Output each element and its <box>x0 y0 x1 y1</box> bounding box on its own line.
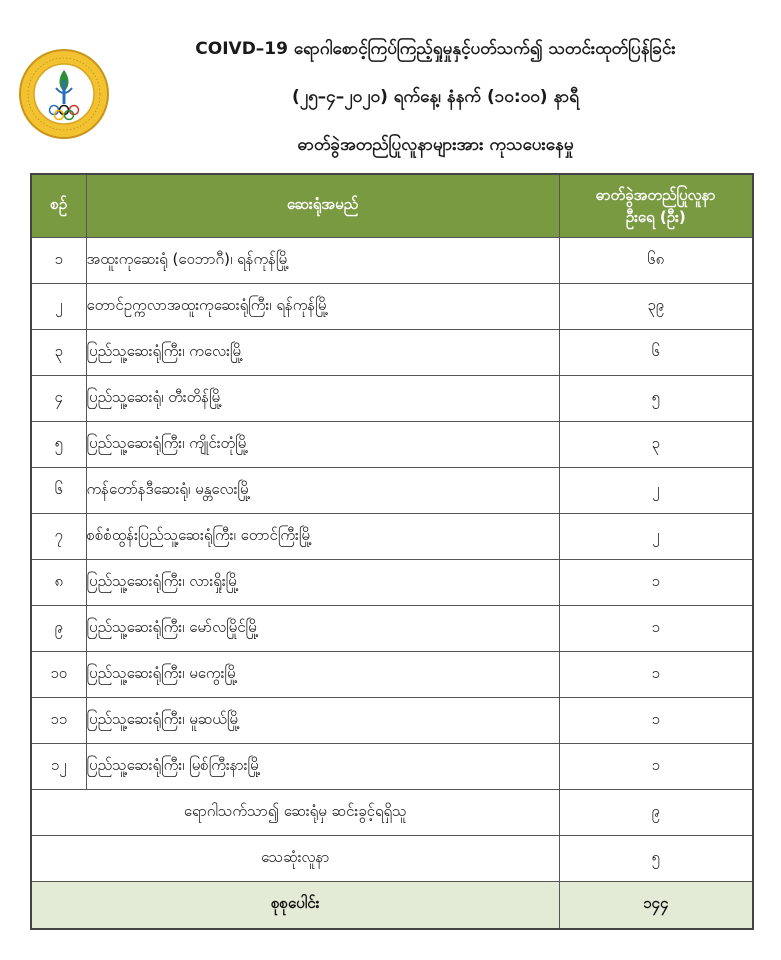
recovered-label: ရောဂါသက်သာ၍ ဆေးရုံမှ ဆင်းခွင့်ရရှိသူ <box>31 790 559 836</box>
row-serial: ၁၁ <box>31 698 86 744</box>
table-row <box>31 514 753 560</box>
hospital-patients-table <box>30 173 754 930</box>
report-title: COIVD–19 ရောဂါစောင့်ကြပ်ကြည့်ရှုမှုနှင့်ပတ်သက်၍ သတင်းထုတ်ပြန်ခြင်း <box>195 39 676 59</box>
table-header-row <box>31 174 753 238</box>
deaths-label: သေဆုံးလူနာ <box>31 836 559 882</box>
header-serial: စဉ် <box>31 174 86 238</box>
row-count: ၃၉ <box>559 284 753 330</box>
row-count: ၁ <box>559 652 753 698</box>
table-row <box>31 606 753 652</box>
row-serial: ၃ <box>31 330 86 376</box>
table-row <box>31 376 753 422</box>
row-count: ၅ <box>559 376 753 422</box>
header-hospital-name: ဆေးရုံအမည် <box>86 174 559 238</box>
row-count: ၁ <box>559 560 753 606</box>
recovered-row <box>31 790 753 836</box>
row-serial: ၈ <box>31 560 86 606</box>
recovered-count: ၉ <box>559 790 753 836</box>
table-row <box>31 284 753 330</box>
row-hospital: ကန်တော်နဒီဆေးရုံ၊ မန္တလေးမြို့ <box>86 468 559 514</box>
row-hospital: ပြည်သူ့ဆေးရုံကြီး၊ လားရှိုးမြို့ <box>86 560 559 606</box>
row-count: ၂ <box>559 514 753 560</box>
report-subtitle: ဓာတ်ခွဲအတည်ပြုလူနာများအား ကုသပေးနေမှု <box>297 135 574 155</box>
total-row <box>31 882 753 930</box>
row-hospital: တောင်ဥက္ကလာအထူးကုဆေးရုံကြီး၊ ရန်ကုန်မြို့ <box>86 284 559 330</box>
row-hospital: ပြည်သူ့ဆေးရုံကြီး၊ ကလေးမြို့ <box>86 330 559 376</box>
row-serial: ၁ <box>31 238 86 284</box>
row-serial: ၉ <box>31 606 86 652</box>
row-serial: ၅ <box>31 422 86 468</box>
header-confirmed-count <box>559 174 753 238</box>
total-label: စုစုပေါင်း <box>31 882 559 930</box>
row-hospital: ပြည်သူ့ဆေးရုံကြီး၊ မြစ်ကြီးနားမြို့ <box>86 744 559 790</box>
header-count-line2: ဦးရေ (ဦး) <box>625 208 686 226</box>
row-count: ၁ <box>559 698 753 744</box>
report-date-time: (၂၅–၄–၂၀၂၀) ရက်နေ့၊ နံနက် (၁၀:၀၀) နာရီ <box>292 87 579 107</box>
row-hospital: စစ်စံထွန်းပြည်သူ့ဆေးရုံကြီး၊ တောင်ကြီးမြို့ <box>86 514 559 560</box>
row-serial: ၆ <box>31 468 86 514</box>
table-row <box>31 698 753 744</box>
row-hospital: ပြည်သူ့ဆေးရုံကြီး၊ ကျိုင်းတုံမြို့ <box>86 422 559 468</box>
table-row <box>31 238 753 284</box>
deaths-count: ၅ <box>559 836 753 882</box>
header-count-line1: ဓာတ်ခွဲအတည်ပြုလူနာ <box>595 186 716 204</box>
row-hospital: ပြည်သူ့ဆေးရုံကြီး၊ မော်လမြိုင်မြို့ <box>86 606 559 652</box>
table-row <box>31 422 753 468</box>
row-count: ၁ <box>559 744 753 790</box>
row-hospital: ပြည်သူ့ဆေးရုံ၊ တီးတိန်မြို့ <box>86 376 559 422</box>
row-count: ၆ <box>559 330 753 376</box>
row-count: ၃ <box>559 422 753 468</box>
row-hospital: ပြည်သူ့ဆေးရုံကြီး၊ မူဆယ်မြို့ <box>86 698 559 744</box>
table-row <box>31 560 753 606</box>
table-row <box>31 330 753 376</box>
row-serial: ၄ <box>31 376 86 422</box>
total-count: ၁၄၄ <box>559 882 753 930</box>
row-serial: ၇ <box>31 514 86 560</box>
table-row <box>31 652 753 698</box>
row-serial: ၁၀ <box>31 652 86 698</box>
table-row <box>31 468 753 514</box>
deaths-row <box>31 836 753 882</box>
row-count: ၆၈ <box>559 238 753 284</box>
row-serial: ၂ <box>31 284 86 330</box>
table-row <box>31 744 753 790</box>
row-serial: ၁၂ <box>31 744 86 790</box>
row-count: ၁ <box>559 606 753 652</box>
row-hospital: အထူးကုဆေးရုံ (ဝေဘာဂီ)၊ ရန်ကုန်မြို့ <box>86 238 559 284</box>
row-hospital: ပြည်သူ့ဆေးရုံကြီး၊ မကွေးမြို့ <box>86 652 559 698</box>
row-count: ၂ <box>559 468 753 514</box>
